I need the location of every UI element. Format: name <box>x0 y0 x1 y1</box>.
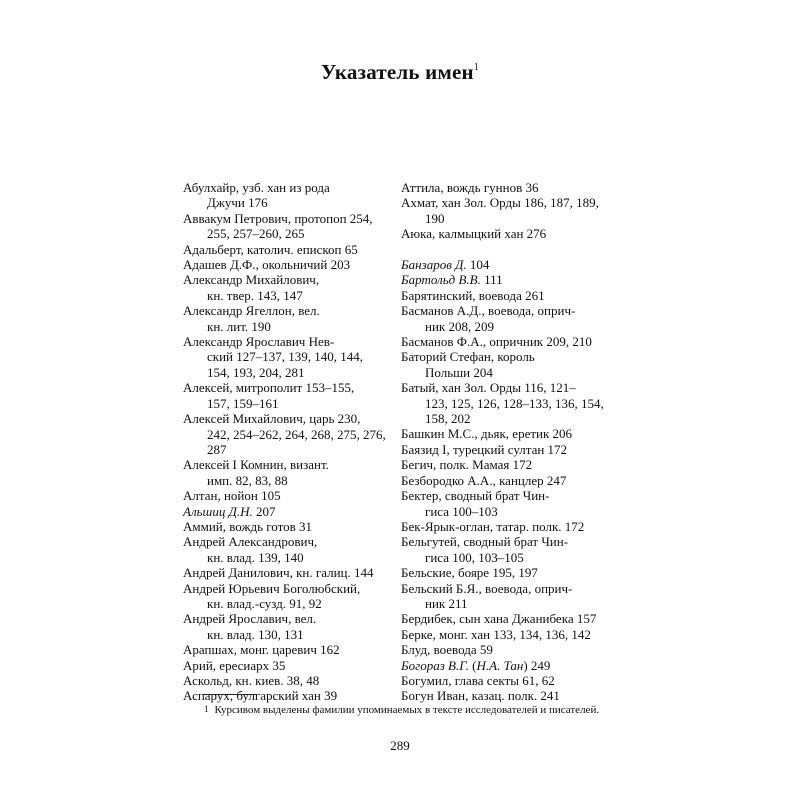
index-entry-line <box>183 272 403 287</box>
index-entry-line <box>401 550 626 565</box>
index-entry-line <box>401 611 626 626</box>
index-entry <box>401 272 626 287</box>
index-entry-text: Баторий Стефан, король <box>401 349 535 365</box>
index-entry-text: кн. твер. 143, 147 <box>207 287 303 303</box>
index-entry-line <box>401 473 626 488</box>
index-entry-line <box>183 411 403 426</box>
footnote <box>204 704 599 716</box>
index-entry <box>183 257 403 272</box>
index-entry <box>401 688 626 703</box>
index-entry-text: Абулхайр, узб. хан из рода <box>183 180 330 195</box>
index-entry-text: Бектер, сводный брат Чин- <box>401 488 550 504</box>
index-entry-text: ник 208, 209 <box>425 318 494 334</box>
index-entry-line <box>183 442 403 457</box>
index-entry-text: Башкин М.С., дьяк, еретик 206 <box>401 426 573 442</box>
index-entry <box>401 534 626 565</box>
index-entry-text: Барятинский, воевода 261 <box>401 287 545 303</box>
index-entry-text: Ахмат, хан Зол. Орды 186, 187, 189, <box>401 195 599 211</box>
index-entry-text: Берке, монг. хан 133, 134, 136, 142 <box>401 626 591 642</box>
index-entry-line <box>401 365 626 380</box>
index-entry <box>183 519 403 534</box>
index-entry-line <box>183 519 403 534</box>
index-entry-text: Блуд, воевода 59 <box>401 642 493 658</box>
index-entry <box>183 457 403 488</box>
index-entry-line <box>401 180 626 195</box>
index-entry-text: 158, 202 <box>425 411 471 427</box>
index-entry-line <box>401 534 626 549</box>
index-entry-text: Бердибек, сын хана Джанибека 157 <box>401 611 597 627</box>
index-letter-gap <box>401 242 626 257</box>
index-entry-line <box>401 488 626 503</box>
index-entry-text: Польши 204 <box>425 364 493 380</box>
index-entry-line <box>183 211 403 226</box>
index-entry-text: Алтан, нойон 105 <box>183 488 281 504</box>
index-entry-text: Александр Ягеллон, вел. <box>183 303 320 319</box>
index-entry-line <box>401 411 626 426</box>
index-entry-line <box>183 565 403 580</box>
index-entry-line <box>183 673 403 688</box>
index-entry-line <box>401 442 626 457</box>
index-entry <box>401 581 626 612</box>
index-entry-line <box>401 504 626 519</box>
index-entry-line <box>183 642 403 657</box>
index-entry-text: 207 <box>252 503 276 519</box>
index-entry-line <box>183 365 403 380</box>
index-entry-text: 242, 254–262, 264, 268, 275, 276, <box>207 426 386 442</box>
index-entry-line <box>183 303 403 318</box>
index-entry-line <box>401 319 626 334</box>
index-entry-line <box>183 195 403 210</box>
index-entry-line <box>183 380 403 395</box>
index-entry-text: Безбородко А.А., канцлер 247 <box>401 472 567 488</box>
index-entry <box>183 534 403 565</box>
index-entry-line <box>183 257 403 272</box>
index-entry-text: 255, 257–260, 265 <box>207 226 305 242</box>
index-entry-text: Бельгутей, сводный брат Чин- <box>401 534 569 550</box>
index-entry-text: Андрей Юрьевич Боголюбский, <box>183 580 361 596</box>
index-entry-text: Александр Михайлович, <box>183 272 320 288</box>
index-entry-line <box>183 180 403 195</box>
index-entry-text: Басманов Ф.А., опричник 209, 210 <box>401 334 592 350</box>
index-entry-line <box>401 211 626 226</box>
index-entry-text: ник 211 <box>425 595 468 611</box>
index-entry-line <box>401 565 626 580</box>
page-number: 289 <box>390 738 410 753</box>
index-entry <box>401 334 626 349</box>
index-entry-line <box>401 195 626 210</box>
index-entry-text: гиса 100, 103–105 <box>425 549 524 565</box>
index-entry <box>401 627 626 642</box>
index-entry-text: ) 249 <box>523 657 551 673</box>
index-entry-text: 154, 193, 204, 281 <box>207 364 305 380</box>
index-entry-line <box>183 581 403 596</box>
index-entry <box>183 565 403 580</box>
index-entry-text: Алексей Михайлович, царь 230, <box>183 411 361 427</box>
index-entry <box>183 581 403 612</box>
index-entry-line <box>183 627 403 642</box>
index-entry-text: Аттила, вождь гуннов 36 <box>401 180 539 195</box>
index-entry <box>401 611 626 626</box>
index-entry-line <box>401 396 626 411</box>
index-entry <box>183 658 403 673</box>
page-title <box>0 60 800 85</box>
index-entry <box>401 673 626 688</box>
author-pseudonym: Н.А. Тан <box>476 657 524 673</box>
index-entry <box>183 211 403 242</box>
index-entry <box>183 180 403 211</box>
index-entry-line <box>183 534 403 549</box>
index-entry-line <box>183 488 403 503</box>
title-footnote-mark: 1 <box>473 62 479 73</box>
index-entry-text: Адашев Д.Ф., окольничий 203 <box>183 257 351 273</box>
index-entry-text: Богумил, глава секты 61, 62 <box>401 672 555 688</box>
index-entry-line <box>183 226 403 241</box>
index-entry-text: 157, 159–161 <box>207 395 279 411</box>
title-text: Указатель имен <box>321 60 474 84</box>
index-entry-line <box>401 596 626 611</box>
index-entry-text: 104 <box>466 257 490 273</box>
index-entry <box>401 565 626 580</box>
author-name: Бартольд В.В. <box>401 272 481 288</box>
index-entry <box>183 380 403 411</box>
index-entry <box>401 288 626 303</box>
index-entry-line <box>401 272 626 287</box>
index-entry-text: Бек-Ярык-оглан, татар. полк. 172 <box>401 518 585 534</box>
footnote-text: Курсивом выделены фамилии упоминаемых в тексте исследователей и писателей. <box>214 704 600 716</box>
index-entry-line <box>401 303 626 318</box>
index-entry-line <box>401 642 626 657</box>
index-entry <box>183 504 403 519</box>
index-entry-text: Аюка, калмыцкий хан 276 <box>401 226 547 242</box>
index-entry <box>401 426 626 441</box>
index-entry-line <box>401 519 626 534</box>
index-entry-text: Баязид I, турецкий султан 172 <box>401 441 568 457</box>
index-entry-text: 190 <box>425 210 445 226</box>
index-entry <box>183 272 403 303</box>
index-entry-text: Басманов А.Д., воевода, оприч- <box>401 303 576 319</box>
index-entry <box>401 519 626 534</box>
index-entry <box>401 457 626 472</box>
index-entry-line <box>183 427 403 442</box>
index-entry-text: Аспарух, булгарский хан 39 <box>183 688 338 704</box>
index-entry <box>183 688 403 703</box>
index-entry-text: 287 <box>207 441 227 457</box>
index-entry <box>401 349 626 380</box>
index-entry-line <box>401 688 626 703</box>
index-entry-text: Бегич, полк. Мамая 172 <box>401 457 533 473</box>
index-entry-text: кн. влад. 130, 131 <box>207 626 304 642</box>
author-name: Банзаров Д. <box>401 257 467 273</box>
index-entry-line <box>183 611 403 626</box>
index-entry <box>183 488 403 503</box>
index-entry-text: Бельские, бояре 195, 197 <box>401 565 538 581</box>
index-entry-text: Алексей, митрополит 153–155, <box>183 380 355 396</box>
index-entry-text: Джучи 176 <box>207 195 268 211</box>
index-entry-text: Арий, ересиарх 35 <box>183 657 286 673</box>
index-entry <box>401 642 626 657</box>
index-entry-line <box>401 334 626 349</box>
index-column-left <box>183 180 403 704</box>
index-entry-text: Андрей Ярославич, вел. <box>183 611 317 627</box>
index-entry-text: имп. 82, 83, 88 <box>207 472 288 488</box>
index-entry <box>401 442 626 457</box>
index-entry-line <box>401 257 626 272</box>
index-entry <box>183 411 403 457</box>
index-entry-text: Андрей Александрович, <box>183 534 318 550</box>
entry-separator: ( <box>468 657 477 673</box>
index-entry-text: Аввакум Петрович, протопоп 254, <box>183 210 373 226</box>
footnote-divider <box>204 694 256 695</box>
index-entry-line <box>401 673 626 688</box>
index-entry <box>401 473 626 488</box>
index-entry-line <box>401 426 626 441</box>
index-entry-text: Алексей I Комнин, визант. <box>183 457 329 473</box>
index-entry <box>183 611 403 642</box>
index-entry-line <box>183 504 403 519</box>
index-entry-line <box>401 457 626 472</box>
index-entry <box>401 380 626 426</box>
index-entry-text: Бельский Б.Я., воевода, оприч- <box>401 580 573 596</box>
index-entry-text: кн. лит. 190 <box>207 318 271 334</box>
index-entry-line <box>183 319 403 334</box>
index-entry-text: Аммий, вождь готов 31 <box>183 518 312 534</box>
index-entry-line <box>183 473 403 488</box>
index-entry-line <box>183 349 403 364</box>
index-entry <box>183 642 403 657</box>
index-entry <box>183 673 403 688</box>
index-entry-line <box>183 396 403 411</box>
index-entry-line <box>183 658 403 673</box>
index-entry <box>401 303 626 334</box>
index-entry-text: 123, 125, 126, 128–133, 136, 154, <box>425 395 604 411</box>
index-entry-line <box>183 457 403 472</box>
index-entry <box>183 303 403 334</box>
index-entry <box>401 226 626 241</box>
index-entry-text: кн. влад.-сузд. 91, 92 <box>207 595 322 611</box>
index-entry <box>401 180 626 195</box>
index-entry <box>401 488 626 519</box>
index-entry-text: 111 <box>480 272 503 288</box>
index-entry-line <box>183 688 403 703</box>
index-entry-text: Адальберт, католич. епископ 65 <box>183 241 358 257</box>
index-entry-text: Арапшах, монг. царевич 162 <box>183 642 340 658</box>
index-entry <box>183 242 403 257</box>
index-entry-line <box>401 226 626 241</box>
index-entry-line <box>401 349 626 364</box>
index-entry-line <box>183 550 403 565</box>
index-entry-line <box>183 288 403 303</box>
index-entry-text: кн. влад. 139, 140 <box>207 549 304 565</box>
index-entry-line <box>183 242 403 257</box>
index-entry-line <box>401 627 626 642</box>
index-entry-line <box>401 288 626 303</box>
index-entry-text: Андрей Данилович, кн. галиц. 144 <box>183 565 374 581</box>
index-entry-text: Аскольд, кн. киев. 38, 48 <box>183 673 320 688</box>
index-entry-text: Богун Иван, казац. полк. 241 <box>401 688 560 704</box>
index-entry <box>401 195 626 226</box>
index-entry <box>401 257 626 272</box>
index-entry-text: Александр Ярославич Нев- <box>183 334 335 350</box>
index-entry <box>401 658 626 673</box>
author-name: Альшиц Д.Н. <box>183 503 253 519</box>
index-entry <box>183 334 403 380</box>
index-entry-line <box>401 581 626 596</box>
index-entry-line <box>183 334 403 349</box>
index-entry-text: ский 127–137, 139, 140, 144, <box>207 349 363 365</box>
index-column-right <box>401 180 626 704</box>
index-entry-line <box>183 596 403 611</box>
footnote-mark: 1 <box>204 704 209 714</box>
index-entry-line <box>401 658 626 673</box>
author-name: Богораз В.Г. <box>401 657 469 673</box>
index-entry-line <box>401 380 626 395</box>
index-entry-text: Батый, хан Зол. Орды 116, 121– <box>401 380 576 396</box>
index-entry-text: гиса 100–103 <box>425 503 498 519</box>
